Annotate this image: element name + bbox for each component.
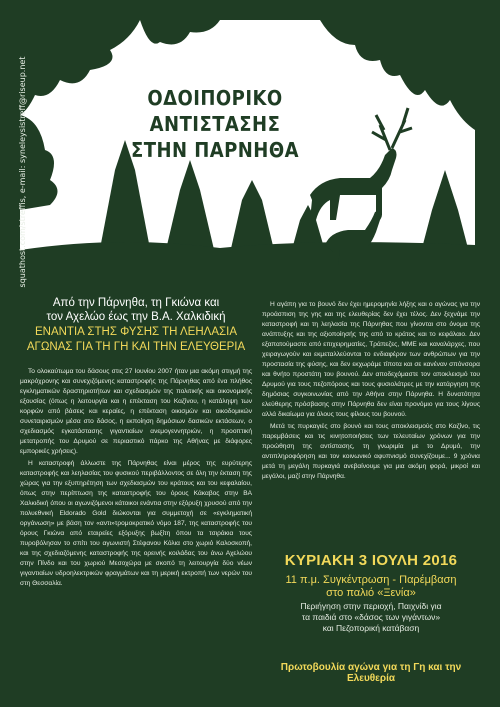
right-column-text (262, 300, 480, 484)
event-date: ΚΥΡΙΑΚΗ 3 ΙΟΥΛΗ 2016 (284, 552, 458, 569)
details-line-2: τα παιδιά στο «δάσος των γιγάντων» (301, 612, 441, 622)
poster-title (112, 85, 319, 163)
left-paragraph-1: Το ολοκαύτωμα του δάσους στις 27 Ιουνίου 2007 ήταν μια ακόμη στιγμή της μακρόχρονης και συνεχιζόμενης καταστροφής της Πάρνηθας από ένα πλήθος εγκληματικών δραστηριοτήτων και σχεδιασμών της πολιτικής και οικονομικής εξουσίας (όπως η λειτουργία και η επέκταση του Καζίνου, η κατάληψη των κορφών από βάσεις και κεραίες, η επέκταση οικισμών και οικοδομικών συνεταιρισμών μέσα στο δάσος, η εκποίηση δημόσιων δασικών εκτάσεων, ο σχεδιασμός εγκατάστασης γιγαντιαίων ανεμογεννητριών, η προοπτική μετατροπής του Δρυμού σε περιαστικό πάρκο της Αθήνας με διάφορες εμπορικές χρήσεις). (20, 368, 252, 455)
details-line-1: Περιήγηση στην περιοχή, Παιχνίδι για (300, 601, 442, 611)
left-paragraph-2: Η καταστροφή άλλωστε της Πάρνηθας είναι μέρος της ευρύτερης καταστροφής και λεηλασίας του φυσικού περιβάλλοντος σε όλη την έκταση της χώρας για την εξυπηρέτηση των σχεδιασμών του κράτους και του κεφαλαίου, όπως στην περίπτωση της καταστροφής του όρους Κάκαβος στην ΒΑ Χαλκιδική όπου οι αγωνιζόμενοι κάτοικοι ενάντια στην εξόρυξη χρυσού από την πολυεθνική Eldorado Gold διώκονται για συμμετοχή σε «εγκληματική οργάνωση» με βάση τον «αντι»τρομοκρατικό νόμο 187, της καταστροφής του όρους Γκιώνα από εταιρείες εξόρυξης βωξίτη όπου τα τσιράκια τους πυροβόλησαν το σπίτι του αγωνιστή Στέφανου Κόλια στο χωριό Καλοσκοπή, και της σχεδιαζόμενης καταστροφής της ορεινής κοιλάδας του άνω Αχελώου στην Πίνδο και του χωριού Μεσοχώρα με σκοπό τη λειτουργία δύο νέων γιγαντιαίων υδροηλεκτρικών φραγμάτων και τη μερική εκτροπή των νερών του στη Θεσσαλία. (20, 460, 252, 587)
right-paragraph-1: Η αγάπη για το βουνό δεν έχει ημερομηνία λήξης και ο αγώνας για την προάσπιση της γης και της ελευθερίας δεν έχει τέλος. Δεν ξεχνάμε την καταστροφή και τη λεηλασία της Πάρνηθας που γίνονται στο όνομα της ανάπτυξης και της αξιοποίησής της από το κράτος και το κεφάλαιο. Δεν εξαπατούμαστε από επιχειρηματίες, Τράπεζες, ΜΜΕ και καναλάρχες, που χειραγωγούν και εκμεταλλεύονται το ενδιαφέρον των ανθρώπων για την προστασία της φύσης, και δεν εκχωράμε τίποτα και σε κανέναν σπόνσορα και θνήτο προστάτη του βουνού. Δεν αποδεχόμαστε τον αποκλεισμό του Δρυμού για τους πεζοπόρους και τους φυσιολάτρες με την κατάργηση της δημόσιας συγκοινωνίας από την Αθήνα στην Πάρνηθα. Η δυνατότητα ελεύθερης πρόσβασης στην Πάρνηθα δεν είναι προνόμιο για τους λίγους αλλά δικαίωμα για όλους τους φίλους του βουνού. (262, 301, 480, 418)
right-paragraph-2: Μετά τις πυρκαγιές στο βουνό και τους αποκλεισμούς στο Καζίνο, τις παρεμβάσεις και τις κινητοποιήσεις των τελευταίων χρόνων για την προώθηση της αντίστασης, τη γνωριμία με το Δρυμό, την αντιπληροφόρηση και τον κοινωνικό αφυπνισμό συνεχίζουμε... 9 χρόνια μετά τη μεγάλη πυρκαγιά ανεβαίνουμε για μια ακόμη φορά, μικροί και μεγάλοι, μαζί στην Πάρνηθα. (262, 423, 480, 480)
organizer-signature: Πρωτοβουλία αγώνα για τη Γη και την Ελευθερία (280, 662, 462, 684)
event-info (262, 574, 480, 600)
subheading (20, 296, 252, 324)
title-line-1: ΟΔΟΙΠΟΡΙΚΟ ΑΝΤΙΣΤΑΣΗΣ (147, 86, 283, 136)
left-column-text (20, 367, 252, 591)
slogan-line-2: ΑΓΩΝΑΣ ΓΙΑ ΤΗ ΓΗ ΚΑΙ ΤΗΝ ΕΛΕΥΘΕΡΙΑ (26, 341, 246, 353)
event-location: στο παλιό «Ξενία» (326, 587, 416, 599)
slogan (20, 325, 252, 355)
details-line-3: και Πεζοπορική κατάβαση (322, 623, 420, 633)
contact-info: squathost.com/streffis, e-mail: syneleysistreff@riseup.net (18, 56, 27, 288)
slogan-line-1: ΕΝΑΝΤΙΑ ΣΤΗΣ ΦΥΣΗΣ ΤΗ ΛΕΗΛΑΣΙΑ (34, 326, 237, 338)
title-line-2: ΣΤΗΝ ΠΑΡΝΗΘΑ (131, 138, 299, 162)
event-details (262, 601, 480, 634)
subheading-line-2: τον Αχελώο έως την Β.Α. Χαλκιδική (46, 311, 226, 323)
event-time: 11 π.μ. Συγκέντρωση - Παρέμβαση (285, 574, 457, 586)
subheading-line-1: Από την Πάρνηθα, τη Γκιώνα και (52, 297, 220, 309)
